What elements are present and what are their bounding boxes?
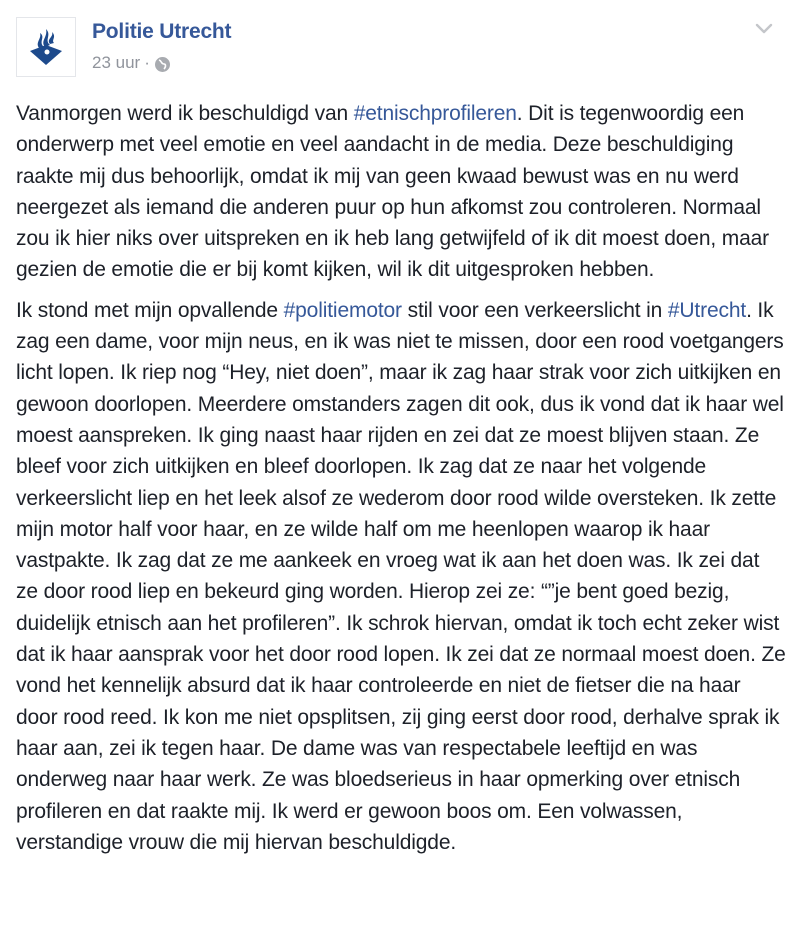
hashtag-link[interactable]: #Utrecht: [667, 298, 747, 322]
page-avatar[interactable]: [16, 17, 76, 77]
post-text: . Ik zag een dame, voor mijn neus, en ik was niet te missen, door een rood voetgangers licht lopen. Ik riep nog “Hey, niet doen”, maar ik zag haar strak voor zich uitkijken en gewoon doorlopen. Meerdere omstanders zagen dit ook, dus ik vond dat ik haar wel moest aanspreken. Ik ging naast haar rijden en zei dat ze moest blijven staan. Ze bleef voor zich uitkijken en bleef doorlopen. Ik zag dat ze naar het volgende verkeerslicht liep en het leek alsof ze wederom door rood wilde oversteken. Ik zette mijn motor half voor haar, en ze wilde half om me heenlopen waarop ik haar vastpakte. Ik zag dat ze me aankeek en vroeg wat ik aan het doen was. Ik zei dat ze door rood liep en bekeurd ging worden. Hierop zei ze: “”je bent goed bezig, duidelijk etnisch aan het profileren”. Ik schrok hiervan, omdat ik toch echt zeker wist dat ik haar aansprak voor het door rood lopen. Ik zei dat ze normaal moest doen. Ze vond het kennelijk absurd dat ik haar controleerde en niet de fietser die na haar door rood reed. Ik kon me niet opsplitsen, zij ging eerst door rood, derhalve sprak ik haar aan, zei ik tegen haar. De dame was van respectabele leeftijd en was onderweg naar haar werk. Ze was bloedserieus in haar opmerking over etnisch profileren en dat raakte mij. Ik werd er gewoon boos om. Een volwassen, verstandige vrouw die mij hiervan beschuldigde.: [16, 298, 786, 854]
globe-icon[interactable]: [155, 57, 170, 72]
post-paragraph: [16, 295, 786, 858]
post-body: [16, 98, 786, 867]
meta-separator: ·: [144, 53, 150, 72]
police-flame-logo-icon: [24, 25, 68, 69]
post-text: Ik stond met mijn opvallende: [16, 298, 284, 322]
post-meta: [92, 53, 170, 73]
post-options-button[interactable]: [754, 22, 774, 36]
post-text: Vanmorgen werd ik beschuldigd van: [16, 102, 354, 125]
chevron-down-icon: [754, 22, 774, 36]
post-timestamp[interactable]: 23 uur: [92, 53, 141, 72]
post-paragraph: [16, 98, 786, 286]
post-text: stil voor een verkeerslicht in: [401, 298, 668, 322]
hashtag-link[interactable]: #politiemotor: [283, 298, 402, 322]
hashtag-link[interactable]: #etnischprofileren: [353, 102, 517, 125]
page-name-link[interactable]: Politie Utrecht: [92, 20, 232, 43]
post-text: . Dit is tegenwoordig een onderwerp met veel emotie en veel aandacht in de media. Deze beschuldiging raakte mij dus behoorlijk, omdat ik mij van geen kwaad bewust was en nu werd neergezet als iemand die anderen puur op hun afkomst zou controleren. Normaal zou ik hier niks over uitspreken en ik heb lang getwijfeld of ik dit moest doen, maar gezien de emotie die er bij komt kijken, wil ik dit uitgesproken hebben.: [16, 102, 769, 282]
